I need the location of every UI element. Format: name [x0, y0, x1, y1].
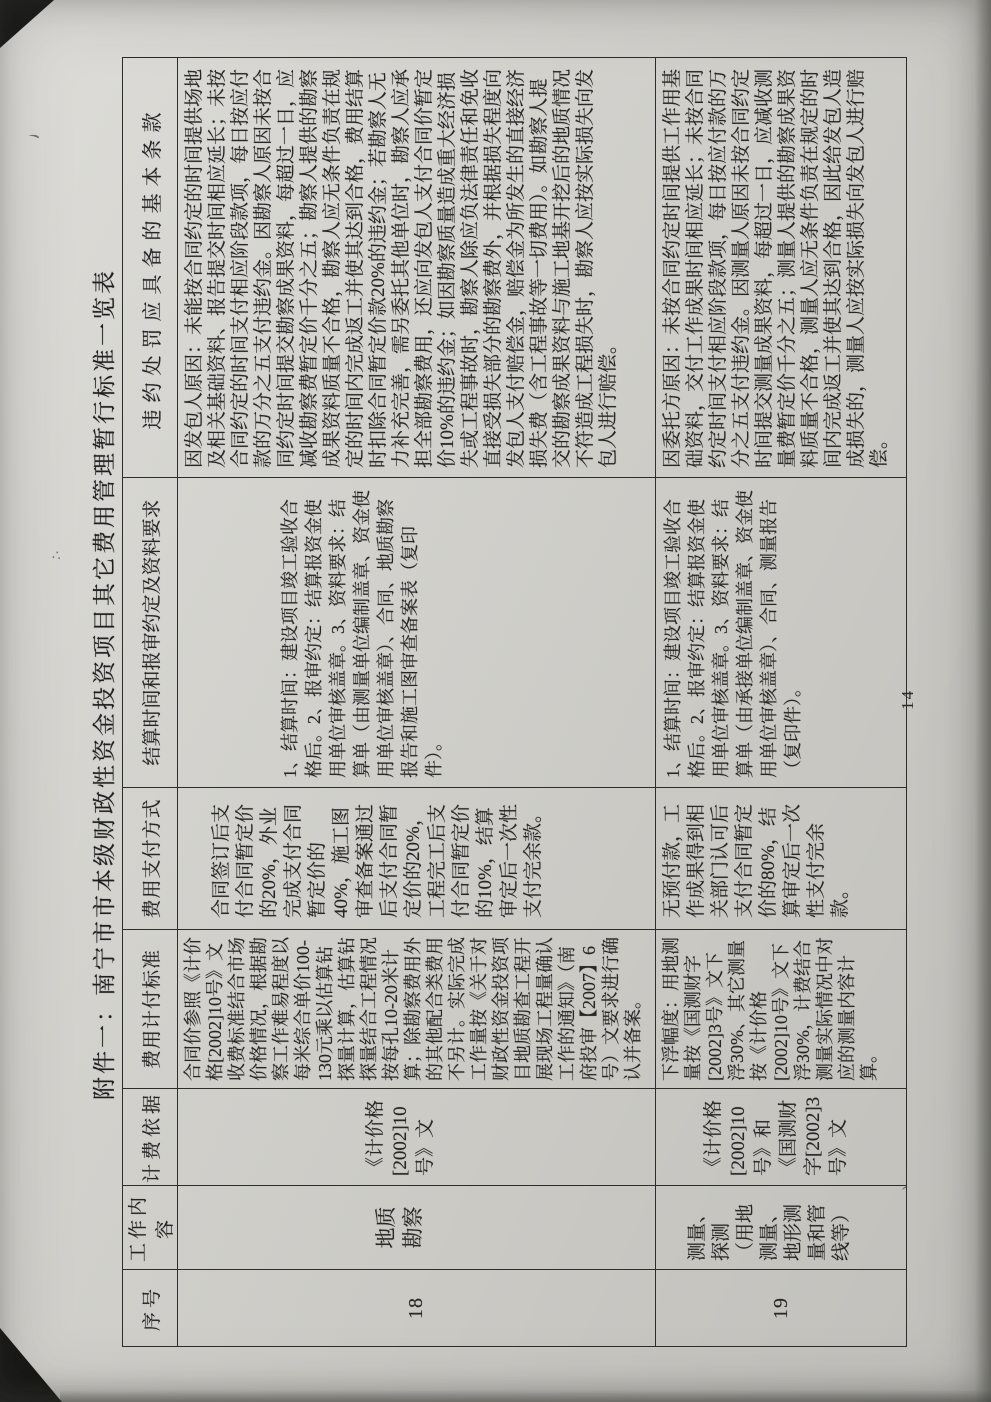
scan-corner-artifact-top-left — [0, 0, 54, 48]
scan-speck-mark: 、 — [892, 1173, 912, 1192]
scan-edge-shadow-bottom — [60, 1390, 991, 1402]
fee-basis-cell: 《计价格[2002]10号》和《国测财字[2002]3号》文 — [656, 1089, 907, 1186]
header-standard: 费用计付标准 — [123, 930, 178, 1089]
scan-edge-shadow-right — [975, 0, 991, 1402]
page-number: 14 — [898, 689, 917, 710]
header-payment: 费用支付方式 — [123, 788, 178, 930]
table-row — [178, 58, 656, 1347]
scan-speck-mark: ∴ — [50, 548, 63, 565]
fee-standards-table — [122, 57, 907, 1347]
breach-terms-cell: 因发包人原因：未能按合同约定的时间提供场地及相关基础资料、报告提交时间相应延长；未按合同约定的时间支付相应阶段款项，每日按应付款的万分之五支付违约金。因勘察人原因未按合同约定时间提交勘察成果资料，每超过一日，应减收勘察费暂定价千分之五；勘察人提供的勘察成果资料质量不合格，勘察人应无条件负责在规定的时间内完成返工并使其达到合格，费用结算时扣除合同暂定价款20%的违约金；若勘察人无力补充完善，需另委托其他单位时，勘察人应承担全部勘察费用，还应向发包人支付合同价暂定价10%的违约金；如因勘察质量造成重大经济损失或工程事故时，勘察人除应负法律责任和免收直接受损失部分的勘察费外，并根据损失程度向发包人支付赔偿金，赔偿金为所发生的直接经济损失费（含工程事故等一切费用）。如勘察人提交的勘察成果资料与施工地基开挖后的地质情况不符造成工程损失时，勘察人应按实际损失向发包人进行赔偿。 — [178, 58, 656, 478]
settlement-cell: 1、结算时间：建设项目竣工验收合格后。2、报审约定：结算报资金使用单位审核盖章。3、资料要求：结算单（由测量单位编制盖章、资金使用单位审核盖章）、合同、地质勘察报告和施工图审查备案表（复印件）。 — [178, 478, 656, 788]
breach-terms-cell: 因委托方原因：未按合同约定时间提供工作用基础资料，交付工作成果时间相应延长；未按合同约定时间支付相应阶段款项，每日按应付款的万分之五支付违约金。因测量人原因未按合同约定时间提交测量成果资料，每超过一日，应减收测量费暂定价千分之五；测量人提供的勘察成果资料质量不合格，测量人应无条件负责在规定的时间内完成返工并使其达到合格，因此给发包人造成损失的，测量人应按实际损失向发包人进行赔偿。 — [656, 58, 907, 478]
settlement-cell: 1、结算时间：建设项目竣工验收合格后。2、报审约定：结算报资金使用单位审核盖章。3、资料要求：结算单（由承接单位编制盖章、资金使用单位审核盖章）、合同、测量报告（复印件）。 — [656, 478, 907, 788]
seq-cell: 18 — [178, 1270, 656, 1347]
seq-cell: 19 — [656, 1270, 907, 1347]
table-row — [656, 58, 907, 1347]
fee-standard-cell: 合同价参照《计价格[2002]10号》文收费标准结合市场价格情况，根据勘察工作难易程度以每米综合单价100-130元乘以估算钻探量计算，估算钻探量结合工程情况按每孔10-20米计算；除勘察费用外的其他配合类费用不另计。实际完成工作量按《关于对财政性资金投资项目地质勘查工程开展现场工程量确认工作的通知》（南府投审【2007】6号）文要求进行确认并备案。 — [178, 930, 656, 1089]
scan-corner-artifact-bottom-left — [0, 1328, 62, 1402]
header-breach: 违约处罚应具备的基本条款 — [123, 58, 178, 478]
header-seq: 序号 — [123, 1270, 178, 1347]
rotated-document-layer — [92, 58, 917, 1347]
table-header-row — [123, 58, 178, 1347]
header-work: 工作内容 — [123, 1186, 178, 1270]
scan-speck-mark: 丶 — [20, 123, 50, 154]
work-content-cell: 测量、探测（用地测量、地形测量和管线等） — [656, 1186, 907, 1270]
payment-method-cell: 无预付款，工作成果得到相关部门认可后支付合同暂定价的80%，结算审定后一次性支付完余款。 — [656, 788, 907, 930]
header-basis: 计费依据 — [123, 1089, 178, 1186]
document-title: 附件一：南宁市市本级财政性资金投资项目其它费用管理暂行标准一览表 — [92, 268, 117, 1100]
payment-method-cell: 合同签订后支付合同暂定价的20%，外业完成支付合同暂定价的40%，施工图审查备案通过后支付合同暂定价的20%，工程完工后支付合同暂定价的10%，结算审定后一次性支付完余款。 — [178, 788, 656, 930]
fee-standard-cell: 下浮幅度：用地测量按《国测财字[2002]3号》文下浮30%、其它测量按《计价格[2002]10号》文下浮30%，计费结合测量实际情况中对应的测量内容计算。 — [656, 930, 907, 1089]
fee-basis-cell: 《计价格[2002]10号》文 — [178, 1089, 656, 1186]
work-content-cell: 地质勘察 — [178, 1186, 656, 1270]
header-settlement: 结算时间和报审约定及资料要求 — [123, 478, 178, 788]
